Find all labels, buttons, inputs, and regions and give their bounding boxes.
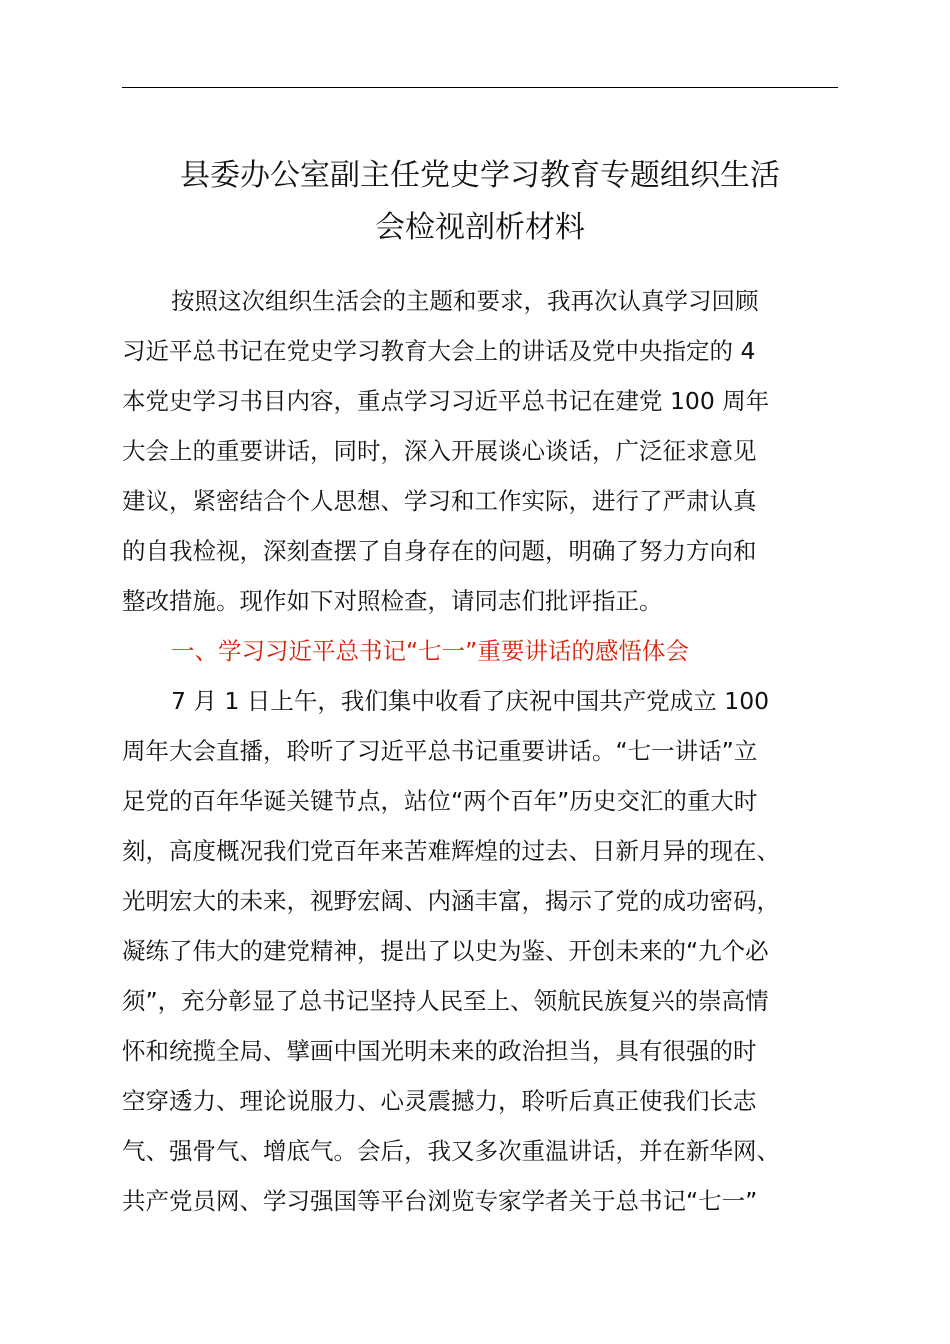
section-line: 7 月 1 日上午，我们集中收看了庆祝中国共产党成立 100	[171, 687, 770, 715]
section-line: 凝练了伟大的建党精神，提出了以史为鉴、开创未来的“九个必	[122, 937, 769, 965]
intro-line: 习近平总书记在党史学习教育大会上的讲话及党中央指定的 4	[122, 337, 756, 365]
intro-line: 的自我检视，深刻查摆了自身存在的问题，明确了努力方向和	[122, 537, 757, 565]
document-title	[110, 150, 850, 254]
intro-line: 本党史学习书目内容，重点学习习近平总书记在建党 100 周年	[122, 387, 770, 415]
title-line: 县委办公室副主任党史学习教育专题组织生活	[180, 158, 780, 193]
intro-line: 大会上的重要讲话，同时，深入开展谈心谈话，广泛征求意见	[122, 437, 757, 465]
section-line: 共产党员网、学习强国等平台浏览专家学者关于总书记“七一”	[122, 1187, 758, 1215]
section-line: 须”，充分彰显了总书记坚持人民至上、领航民族复兴的崇高情	[122, 987, 769, 1015]
title-line: 会检视剖析材料	[375, 210, 585, 245]
section-line: 空穿透力、理论说服力、心灵震撼力，聆听后真正使我们长志	[122, 1087, 757, 1115]
section-line: 刻，高度概况我们党百年来苦难辉煌的过去、日新月异的现在、	[122, 837, 780, 865]
intro-line: 按照这次组织生活会的主题和要求，我再次认真学习回顾	[171, 287, 759, 315]
section-line: 怀和统揽全局、擘画中国光明未来的政治担当，具有很强的时	[122, 1037, 757, 1065]
section-line: 足党的百年华诞关键节点，站位“两个百年”历史交汇的重大时	[122, 787, 758, 815]
section-line: 气、强骨气、增底气。会后，我又多次重温讲话，并在新华网、	[122, 1137, 780, 1165]
intro-line: 建议，紧密结合个人思想、学习和工作实际，进行了严肃认真	[122, 487, 757, 515]
section-line: 光明宏大的未来，视野宏阔、内涵丰富，揭示了党的成功密码，	[122, 887, 780, 915]
header-rule	[122, 87, 838, 88]
intro-line: 整改措施。现作如下对照检查，请同志们批评指正。	[122, 587, 663, 615]
section-heading: 一、学习习近平总书记“七一”重要讲话的感悟体会	[171, 637, 689, 665]
document-body	[122, 276, 862, 1226]
section-line: 周年大会直播，聆听了习近平总书记重要讲话。“七一讲话”立	[122, 737, 758, 765]
